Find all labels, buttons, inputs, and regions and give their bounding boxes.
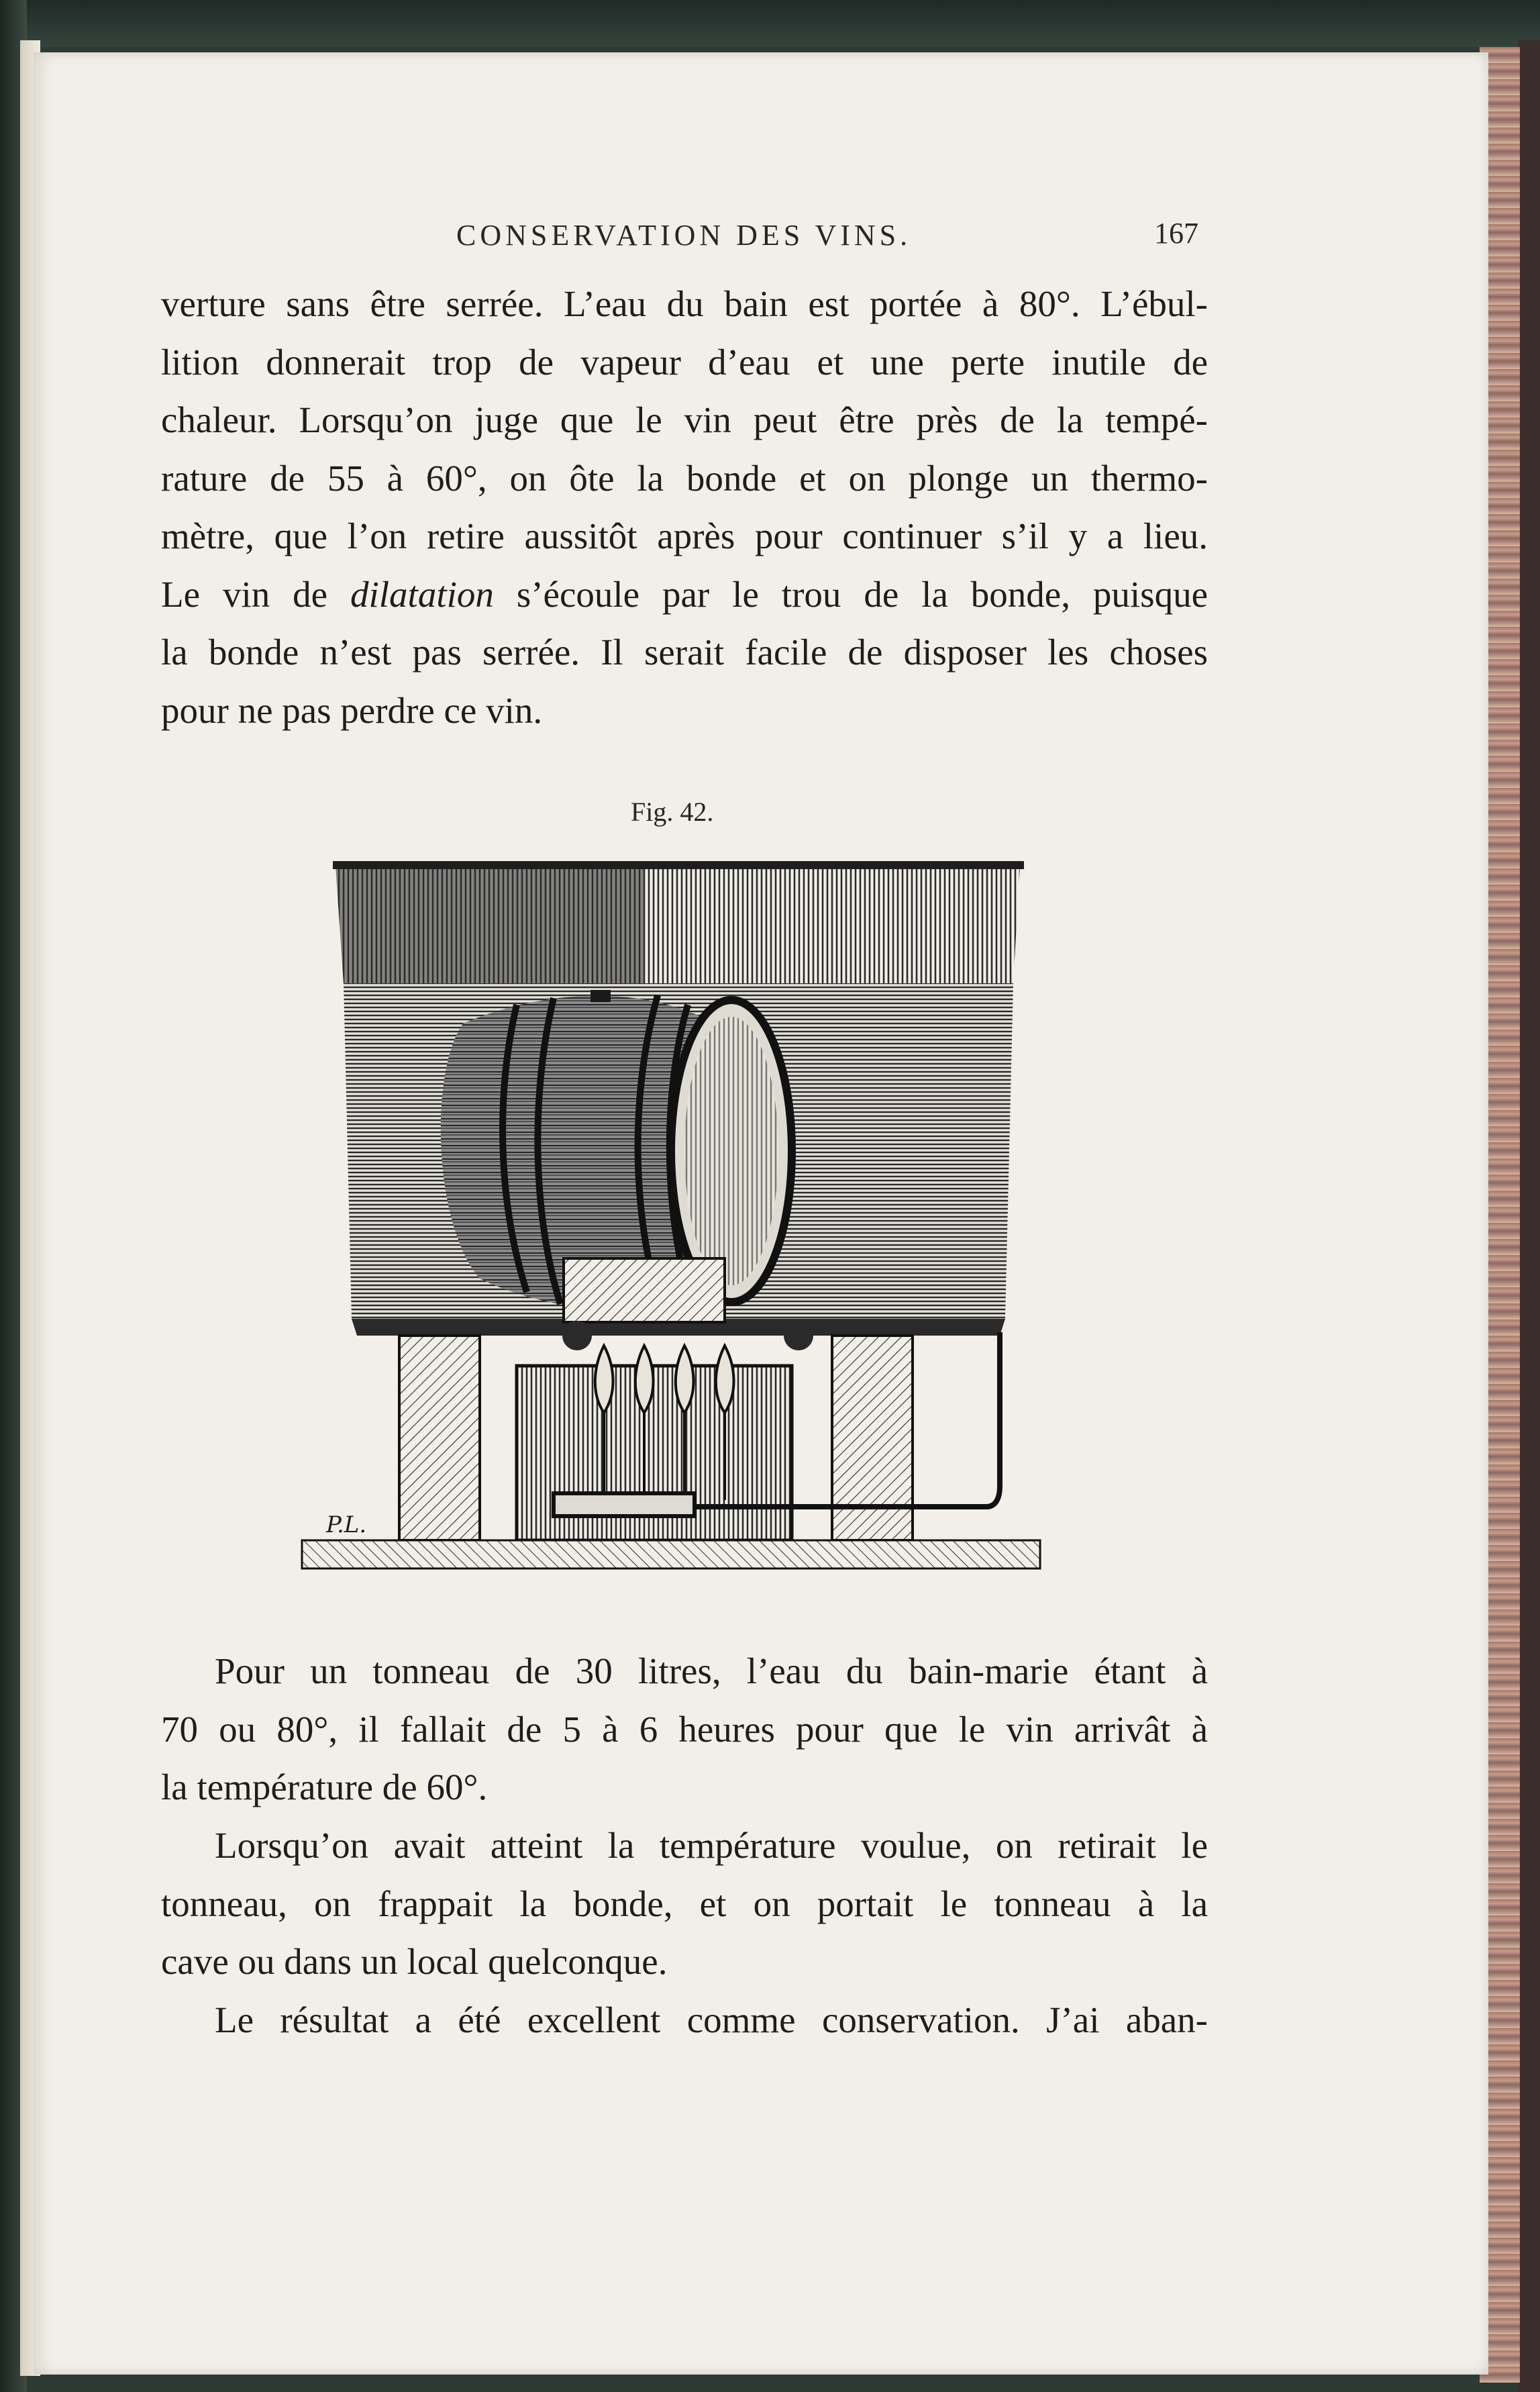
text-line: mètre, que l’on retire aussitôt après pour continuer s’il y a lieu.: [161, 515, 1208, 556]
figure-caption: Fig. 42.: [631, 797, 714, 827]
figure-42-engraving: [295, 849, 1054, 1594]
book-cover-right: [1518, 40, 1540, 2392]
text-segment: Le vin de: [161, 573, 350, 615]
ground-hatching: [302, 1540, 1040, 1568]
text-line: verture sans être serrée. L’eau du bain est portée à 80°. L’ébul-: [161, 283, 1208, 324]
paragraph-4: [161, 1991, 1208, 2050]
text-line: rature de 55 à 60°, on ôte la bonde et on plonge un thermo-: [161, 457, 1208, 499]
text-line: cave ou dans un local quelconque.: [161, 1941, 668, 1982]
text-line: la température de 60°.: [161, 1766, 488, 1807]
paragraph-1: [161, 275, 1208, 740]
book-cover-top: [0, 0, 1540, 47]
text-line: Le résultat a été excellent comme conservation. J’ai aban-: [215, 1999, 1208, 2040]
text-line: lition donnerait trop de vapeur d’eau et une perte inutile de: [161, 341, 1208, 383]
text-line: pour ne pas perdre ce vin.: [161, 689, 543, 731]
text-line: Lorsqu’on avait atteint la température voulue, on retirait le: [215, 1825, 1208, 1866]
text-line: Pour un tonneau de 30 litres, l’eau du bain-marie étant à: [215, 1650, 1208, 1691]
text-line: chaleur. Lorsqu’on juge que le vin peut être près de la tempé-: [161, 399, 1208, 440]
page-number: 167: [1154, 217, 1198, 250]
bain-marie-illustration: [295, 849, 1054, 1594]
text-line: la bonde n’est pas serrée. Il serait facile de disposer les choses: [161, 632, 1208, 672]
engraver-signature: P.L.: [326, 1511, 367, 1538]
paragraph-2: [161, 1642, 1208, 1817]
paragraph-3: [161, 1817, 1208, 1991]
furnace-right-pillar: [832, 1336, 913, 1540]
furnace-left-pillar: [399, 1336, 480, 1540]
text-line: [161, 566, 1208, 624]
italic-term: dilatation: [350, 573, 494, 615]
text-line: 70 ou 80°, il fallait de 5 à 6 heures pour que le vin arrivât à: [161, 1708, 1208, 1750]
burner-rail: [554, 1493, 695, 1516]
text-line: tonneau, on frappait la bonde, et on portait le tonneau à la: [161, 1883, 1208, 1924]
tank-rim: [333, 861, 1024, 869]
text-segment: s’écoule par le trou de la bonde, puisque: [493, 573, 1208, 615]
barrel-support: [564, 1258, 725, 1322]
running-head: CONSERVATION DES VINS.: [456, 219, 912, 252]
